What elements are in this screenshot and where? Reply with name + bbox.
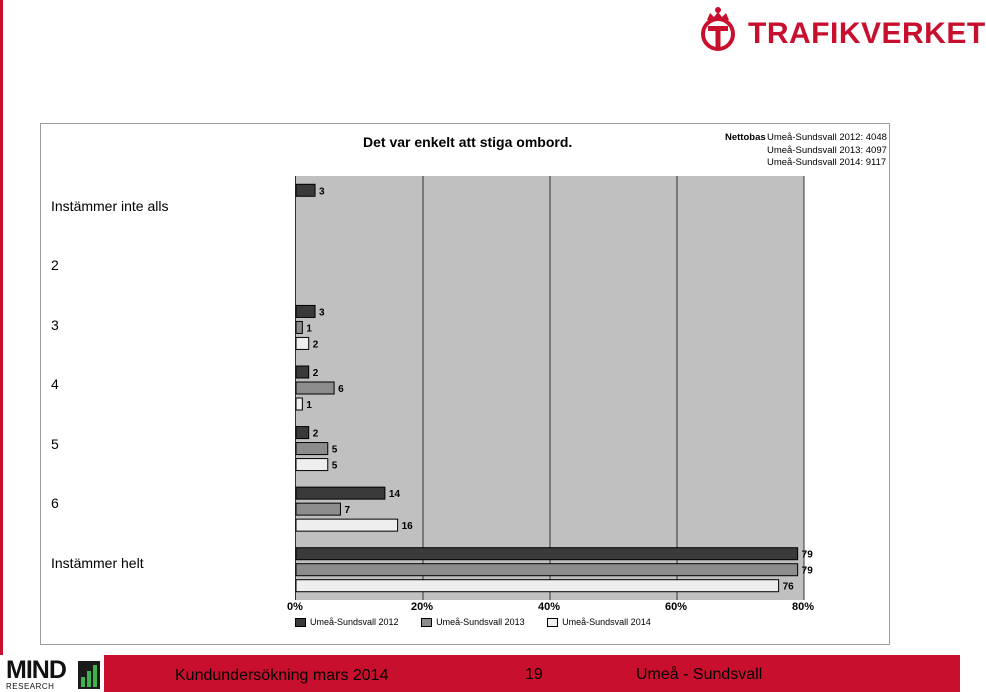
- category-label: 2: [51, 257, 59, 273]
- bar-2012-4: [296, 427, 309, 439]
- data-label: 5: [331, 444, 338, 456]
- survey-title: Kundundersökning mars 2014: [175, 667, 389, 684]
- legend-label: Umeå-Sundsvall 2012: [310, 617, 399, 627]
- legend-swatch: [295, 618, 306, 627]
- footer-bar: [0, 655, 960, 692]
- data-label: 16: [401, 521, 413, 533]
- route-name: Umeå - Sundsvall: [636, 666, 763, 683]
- data-label: 3: [319, 186, 325, 198]
- bar-2014-2: [296, 337, 309, 349]
- x-tick-label: 60%: [665, 601, 688, 613]
- bar-2014-4: [296, 459, 328, 471]
- base-row-2014: Umeå-Sundsvall 2014: 9117: [767, 157, 887, 168]
- bar-2014-5: [296, 519, 398, 531]
- base-label: Nettobas: [725, 132, 766, 143]
- data-label: 3: [319, 307, 325, 319]
- crown-t-logo-icon: [698, 4, 738, 54]
- mind-word: MIND: [6, 656, 66, 684]
- base-row-2012: Umeå-Sundsvall 2012: 4048: [767, 132, 887, 143]
- bar-2013-3: [296, 382, 334, 394]
- x-tick-label: 20%: [411, 601, 434, 613]
- category-label: 4: [51, 376, 59, 392]
- category-label: 6: [51, 495, 59, 511]
- bar-2012-0: [296, 184, 315, 196]
- legend-item-2012: [295, 617, 399, 627]
- legend-item-2013: [421, 617, 525, 627]
- data-label: 76: [782, 581, 794, 593]
- bar-2013-2: [296, 321, 302, 333]
- bar-2012-6: [296, 548, 798, 560]
- bar-2014-6: [296, 580, 779, 592]
- mind-research-logo: [0, 655, 104, 692]
- category-label: Instämmer helt: [51, 555, 144, 571]
- page-number: 19: [525, 666, 543, 683]
- trafikverket-logo: [698, 4, 986, 56]
- bar-chart-logo-icon: [78, 661, 100, 689]
- legend-label: Umeå-Sundsvall 2013: [436, 617, 525, 627]
- data-label: 1: [306, 323, 312, 335]
- legend: [295, 617, 671, 629]
- base-row-2013: Umeå-Sundsvall 2013: 4097: [767, 144, 887, 156]
- brand-name: TRAFIKVERKET: [748, 17, 986, 50]
- bar-2013-6: [296, 564, 798, 576]
- bar-2013-5: [296, 503, 340, 515]
- chart-marks: [41, 124, 889, 644]
- legend-label: Umeå-Sundsvall 2014: [562, 617, 651, 627]
- data-label: 6: [338, 384, 344, 395]
- data-label: 2: [312, 368, 319, 379]
- legend-swatch: [421, 618, 432, 627]
- data-label: 79: [801, 565, 813, 577]
- x-tick-label: 40%: [538, 601, 561, 613]
- x-tick-label: 80%: [792, 601, 815, 613]
- data-label: 2: [312, 428, 319, 440]
- bar-2012-2: [296, 305, 315, 317]
- data-label: 1: [306, 400, 312, 411]
- bar-2013-4: [296, 443, 328, 455]
- bar-2012-3: [296, 366, 309, 378]
- bar-2012-5: [296, 487, 385, 499]
- data-label: 5: [331, 460, 338, 472]
- category-label: Instämmer inte alls: [51, 198, 169, 214]
- legend-item-2014: [547, 617, 651, 627]
- chart-title: Det var enkelt att stiga ombord.: [363, 134, 573, 150]
- legend-swatch: [547, 618, 558, 627]
- data-label: 79: [801, 549, 813, 561]
- category-label: 3: [51, 317, 59, 333]
- data-label: 14: [388, 489, 401, 501]
- research-word: RESEARCH: [6, 682, 55, 691]
- category-label: 5: [51, 436, 59, 452]
- bar-2014-3: [296, 398, 302, 410]
- left-red-edge: [0, 0, 3, 692]
- data-label: 7: [344, 505, 351, 517]
- x-tick-label: 0%: [287, 601, 303, 613]
- chart-frame: [40, 123, 890, 645]
- data-label: 2: [312, 339, 319, 351]
